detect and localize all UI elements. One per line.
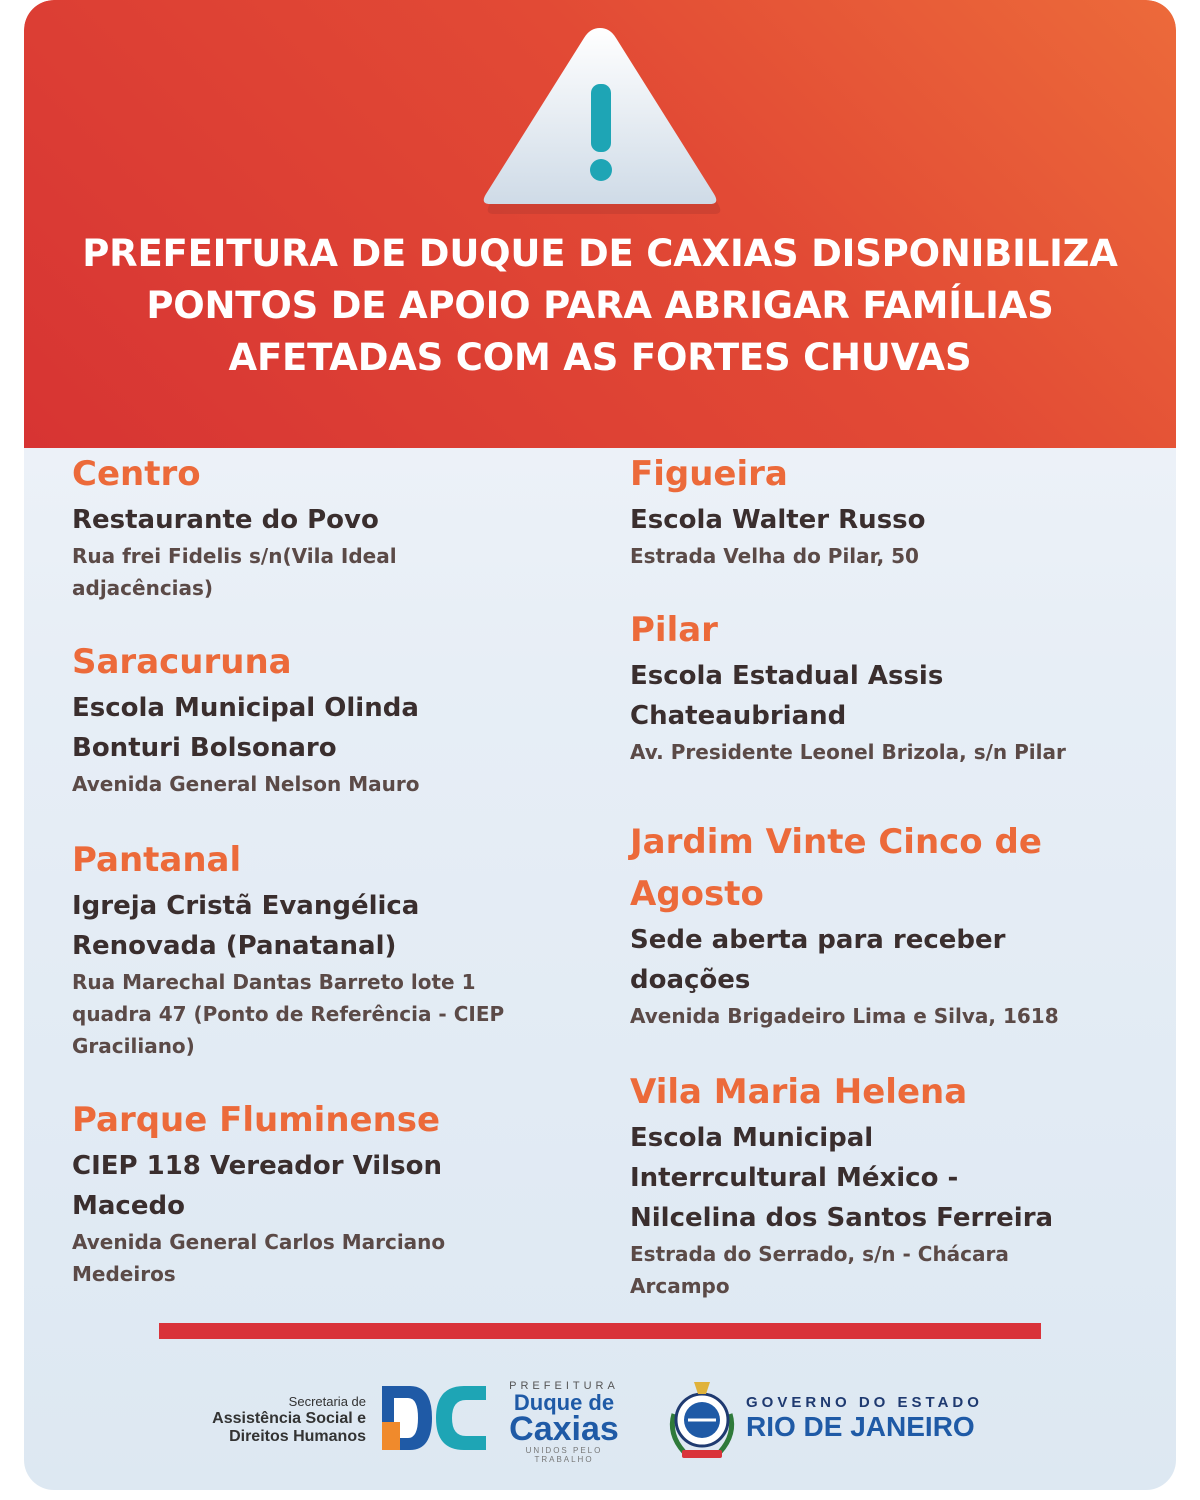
shelter-pilar [630,604,1150,768]
headline-line-2: PONTOS DE APOIO PARA ABRIGAR FAMÍLIAS [146,284,1054,327]
headline [24,228,1176,384]
secretaria-line-1: Assistência Social e [212,1410,366,1427]
neighborhood-name: Figueira [630,454,788,494]
neighborhood-name: Parque Fluminense [72,1100,441,1140]
address-line: Arcampo [630,1274,730,1298]
caxias-label: Caxias [509,1410,619,1448]
neighborhood-name: Centro [72,454,201,494]
headline-line-3: AFETADAS COM AS FORTES CHUVAS [228,336,972,379]
governo-label: GOVERNO DO ESTADO [746,1394,983,1411]
dc-logo-icon [380,1382,490,1454]
shelter-pantanal [72,834,592,1062]
state-seal-icon [664,1374,740,1462]
address-line: Graciliano) [72,1034,195,1058]
place-name: Nilcelina dos Santos Ferreira [630,1203,1054,1233]
address-line: adjacências) [72,576,214,600]
address-line: Avenida General Carlos Marciano [72,1230,446,1254]
neighborhood-name: Pilar [630,610,718,650]
shelter-saracuruna [72,636,592,800]
rio-label: RIO DE JANEIRO [746,1411,975,1442]
place-name: Renovada (Panatanal) [72,931,397,961]
shelter-centro [72,448,592,604]
place-name: Escola Estadual Assis [630,661,944,691]
neighborhood-name: Vila Maria Helena [630,1072,968,1112]
divider [159,1323,1041,1339]
footer-logos [24,1370,1176,1470]
flyer [24,0,1176,1490]
secretaria-small-label: Secretaria de [288,1394,366,1409]
warning-triangle-icon [478,22,722,218]
address-line: Av. Presidente Leonel Brizola, s/n Pilar [630,740,1066,764]
place-name: Bonturi Bolsonaro [72,733,337,763]
neighborhood-name: Agosto [630,874,764,914]
place-name: Sede aberta para receber [630,925,1006,955]
address-line: Rua Marechal Dantas Barreto lote 1 [72,970,476,994]
address-line: Estrada Velha do Pilar, 50 [630,544,919,568]
secretaria-logo [170,1394,366,1446]
place-name: Restaurante do Povo [72,505,379,535]
place-name: Macedo [72,1191,185,1221]
header-banner [24,0,1176,448]
governo-logo [746,1394,1016,1443]
address-line: quadra 47 (Ponto de Referência - CIEP [72,1002,505,1026]
address-line: Rua frei Fidelis s/n(Vila Ideal [72,544,397,568]
duque-label: Duque de [513,1390,615,1415]
address-line: Avenida General Nelson Mauro [72,772,420,796]
shelter-vila-maria-helena [630,1066,1150,1302]
prefeitura-logo [498,1380,630,1464]
headline-line-1: PREFEITURA DE DUQUE DE CAXIAS DISPONIBILIZA [82,232,1118,275]
place-name: Escola Walter Russo [630,505,926,535]
place-name: Interrcultural México - [630,1163,959,1193]
prefeitura-label: PREFEITURA [509,1380,619,1392]
place-name: Escola Municipal Olinda [72,693,419,723]
place-name: Igreja Cristã Evangélica [72,891,420,921]
address-line: Medeiros [72,1262,176,1286]
neighborhood-name: Jardim Vinte Cinco de [630,822,1042,862]
neighborhood-name: Pantanal [72,840,242,880]
shelter-figueira [630,448,1150,572]
address-line: Avenida Brigadeiro Lima e Silva, 1618 [630,1004,1059,1028]
slogan-label: UNIDOS PELO TRABALHO [525,1446,603,1464]
place-name: CIEP 118 Vereador Vilson [72,1151,442,1181]
secretaria-line-2: Direitos Humanos [229,1428,366,1445]
address-line: Estrada do Serrado, s/n - Chácara [630,1242,1009,1266]
shelter-jardim-vinte-cinco-de-agosto [630,816,1150,1032]
neighborhood-name: Saracuruna [72,642,292,682]
shelter-parque-fluminense [72,1094,592,1290]
place-name: Chateaubriand [630,701,847,731]
place-name: doações [630,965,751,995]
place-name: Escola Municipal [630,1123,874,1153]
